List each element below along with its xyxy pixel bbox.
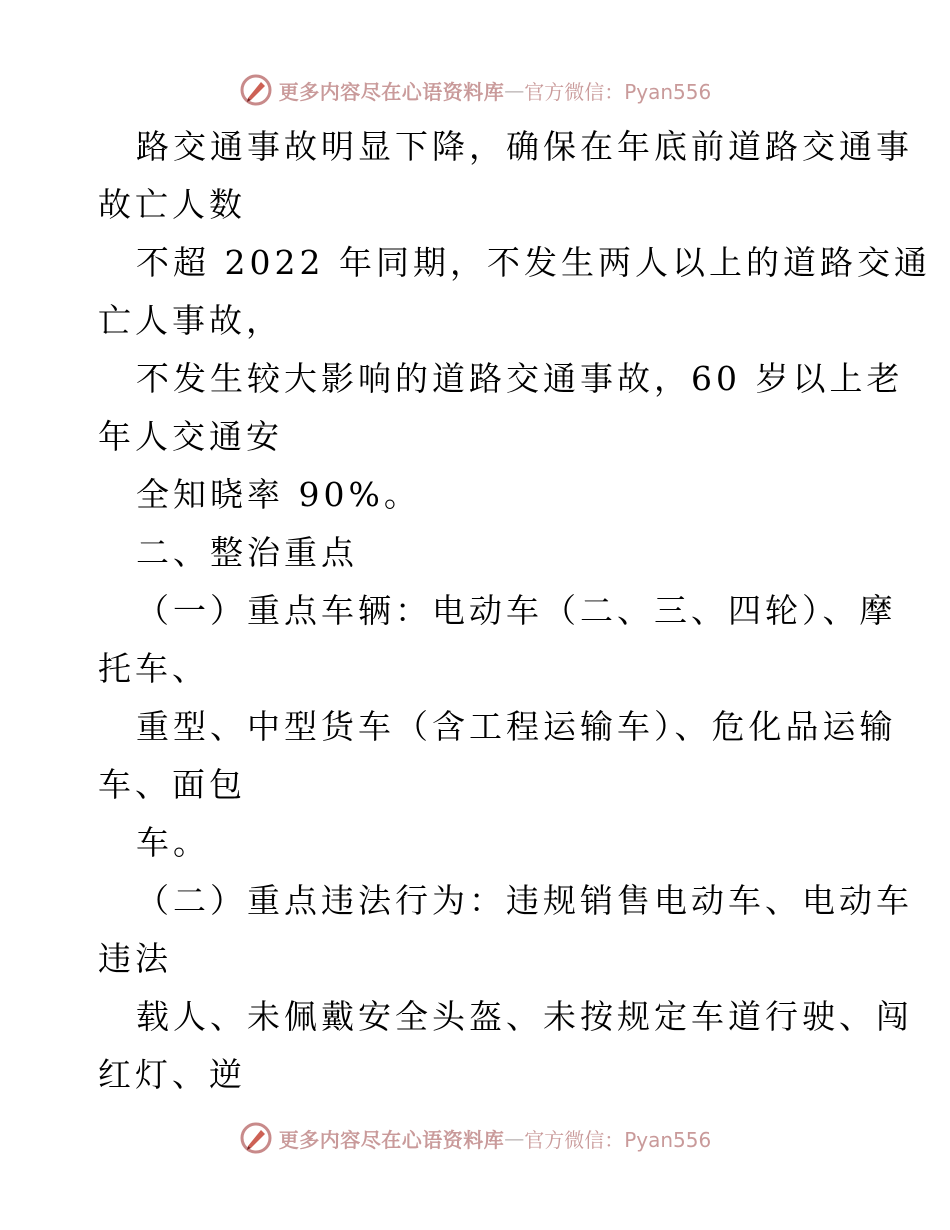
pen-nib-logo-icon [239, 73, 273, 107]
text-line: 全知晓率 90%。 [136, 475, 421, 514]
banner-wechat: 官方微信：Pyan556 [524, 1127, 712, 1152]
text-line: 载人、未佩戴安全头盔、未按规定车道行驶、闯 [136, 997, 913, 1036]
text-line: 年人交通安 [98, 417, 283, 456]
document-body [98, 118, 931, 1104]
text-line: 路交通事故明显下降，确保在年底前道路交通事 [136, 127, 913, 166]
text-line: （二）重点违法行为：违规销售电动车、电动车 [136, 881, 913, 920]
banner-separator: — [504, 78, 525, 102]
banner-separator: — [504, 1126, 525, 1150]
text-line: 违法 [98, 939, 172, 978]
text-line: 托车、 [98, 649, 209, 688]
header-watermark-banner [0, 70, 950, 110]
footer-watermark-banner [0, 1118, 950, 1158]
text-line: 不超 2022 年同期，不发生两人以上的道路交通 [136, 243, 931, 282]
banner-text: 更多内容尽在心语资料库 [278, 1127, 505, 1152]
banner-wechat: 官方微信：Pyan556 [524, 79, 712, 104]
text-line: （一）重点车辆：电动车（二、三、四轮）、摩 [136, 591, 897, 630]
text-line: 车。 [136, 823, 210, 862]
text-line: 不发生较大影响的道路交通事故，60 岁以上老 [136, 359, 904, 398]
text-line: 红灯、逆 [98, 1055, 246, 1094]
text-line: 重型、中型货车（含工程运输车）、危化品运输 [136, 707, 897, 746]
section-heading: 二、整治重点 [136, 533, 358, 572]
text-line: 车、面包 [98, 765, 246, 804]
banner-text: 更多内容尽在心语资料库 [278, 79, 505, 104]
text-line: 亡人事故， [98, 301, 283, 340]
pen-nib-logo-icon [239, 1121, 273, 1155]
text-line: 故亡人数 [98, 185, 246, 224]
